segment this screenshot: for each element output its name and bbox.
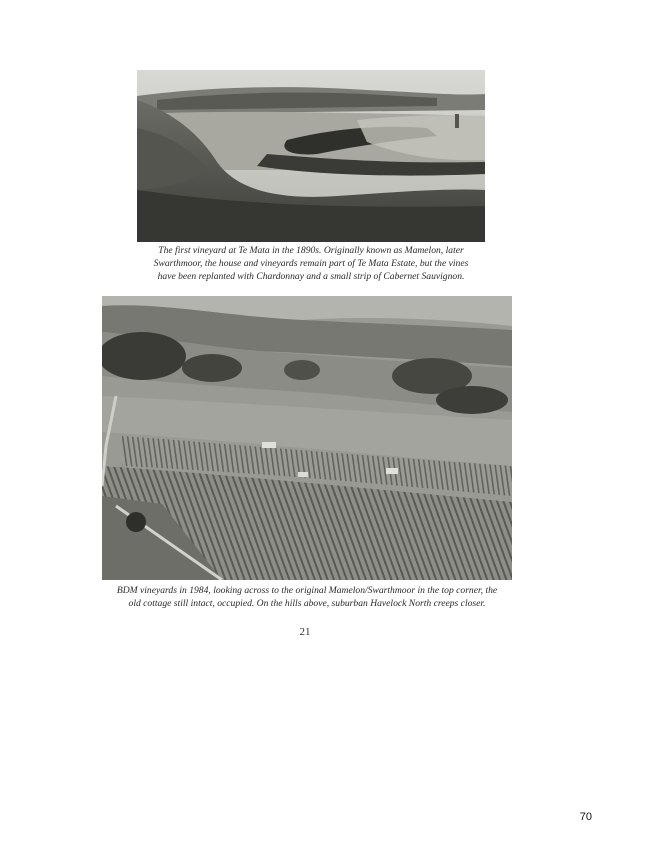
photo-first-vineyard-image [137,70,485,242]
caption-line: BDM vineyards in 1984, looking across to the original Mamelon/Swarthmoor in the top corner, the [116,585,498,596]
document-page-number: 70 [579,811,592,823]
caption-line: Swarthmoor, the house and vineyards remain part of Te Mata Estate, but the vines [153,258,469,269]
photo-bdm-vineyards-1984 [102,296,512,580]
book-page-number: 21 [299,626,311,638]
photo-caption-first-vineyard [120,244,502,283]
caption-line: have been replanted with Chardonnay and a small strip of Cabernet Sauvignon. [157,271,465,282]
caption-line: The first vineyard at Te Mata in the 1890s. Originally known as Mamelon, later [158,245,464,256]
photo-bdm-vineyards-image [102,296,512,580]
photo-caption-bdm-vineyards [82,584,532,610]
photo-first-vineyard-1890s [137,70,485,242]
caption-line: old cottage still intact, occupied. On the hills above, suburban Havelock North creeps closer. [128,598,486,609]
